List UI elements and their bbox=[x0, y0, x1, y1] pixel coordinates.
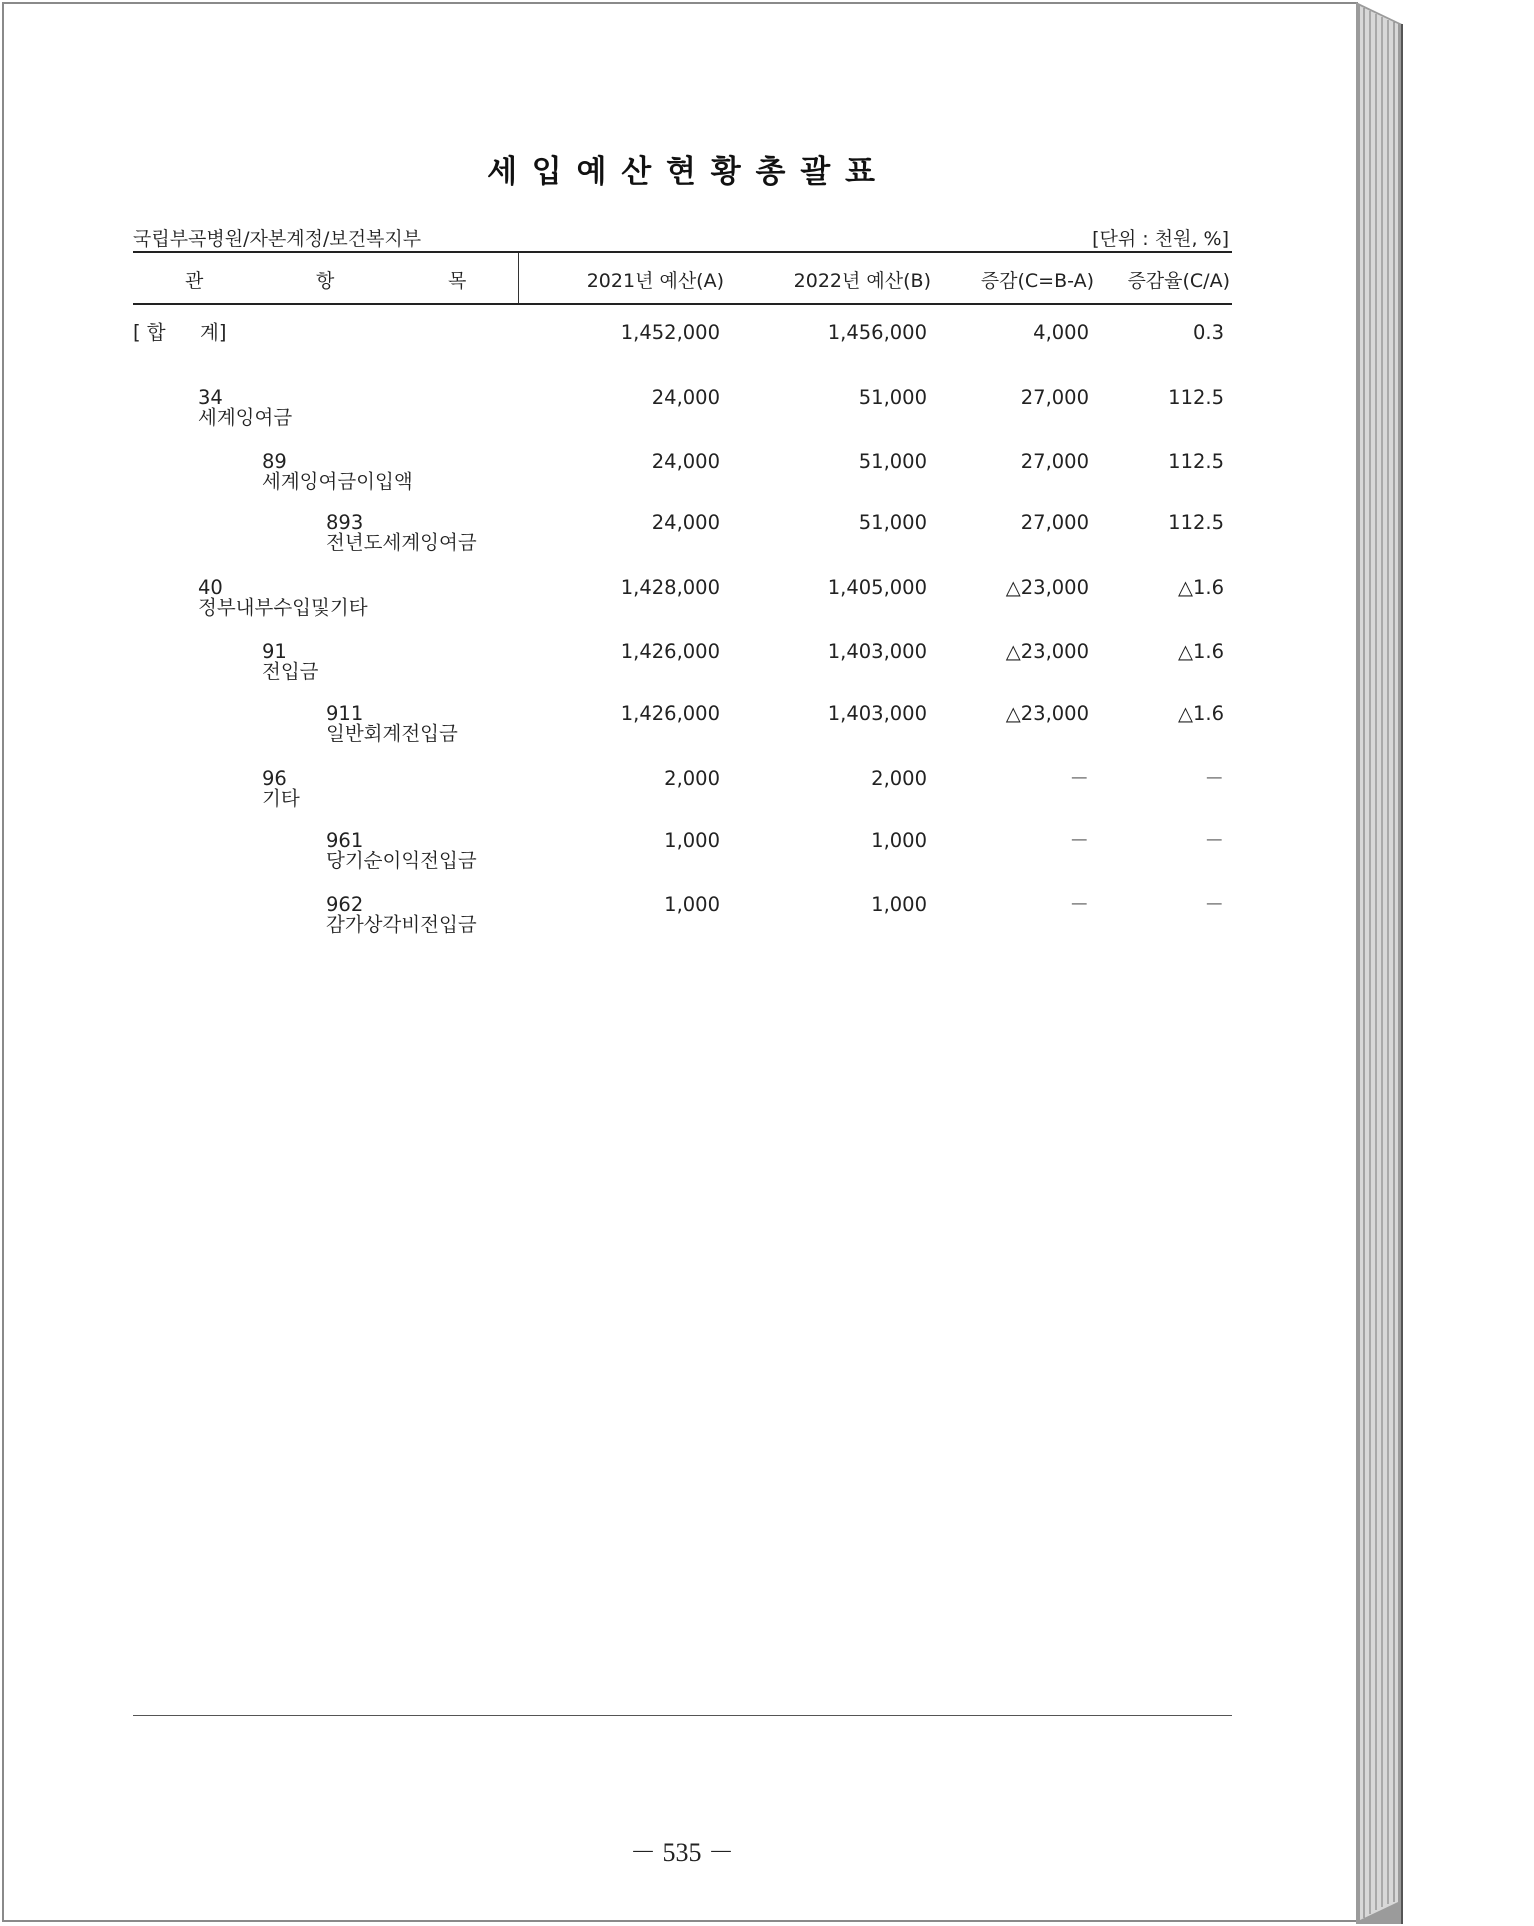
row-code: 96 bbox=[262, 767, 287, 790]
row-change: － bbox=[1069, 767, 1089, 790]
row-budget-2021: 24,000 bbox=[651, 386, 720, 409]
row-change: 27,000 bbox=[1020, 511, 1089, 534]
page-stack-edges bbox=[1356, 2, 1408, 1924]
row-change: － bbox=[1069, 829, 1089, 852]
row-change: △23,000 bbox=[1005, 576, 1089, 599]
row-budget-2022: 1,403,000 bbox=[827, 640, 927, 663]
row-name: 기타 bbox=[262, 787, 300, 810]
table-header-rule bbox=[133, 303, 1232, 305]
header-budget-2021: 2021년 예산(A) bbox=[586, 270, 724, 292]
row-change: 27,000 bbox=[1020, 450, 1089, 473]
row-change-rate: － bbox=[1204, 767, 1224, 790]
row-change-rate: △1.6 bbox=[1177, 702, 1224, 725]
header-change-rate: 증감율(C/A) bbox=[1127, 270, 1230, 292]
row-code: 911 bbox=[326, 702, 364, 725]
unit-label: [단위 : 천원, %] bbox=[1092, 228, 1229, 250]
header-change: 증감(C=B-A) bbox=[980, 270, 1094, 292]
total-change: 4,000 bbox=[1033, 321, 1089, 344]
row-budget-2022: 1,405,000 bbox=[827, 576, 927, 599]
row-change-rate: △1.6 bbox=[1177, 640, 1224, 663]
row-budget-2022: 1,000 bbox=[871, 829, 927, 852]
row-change: △23,000 bbox=[1005, 702, 1089, 725]
row-budget-2022: 2,000 bbox=[871, 767, 927, 790]
total-budget-2022: 1,456,000 bbox=[827, 321, 927, 344]
row-name: 일반회계전입금 bbox=[326, 722, 458, 745]
header-budget-2022: 2022년 예산(B) bbox=[793, 270, 931, 292]
row-code: 40 bbox=[198, 576, 223, 599]
row-change: － bbox=[1069, 893, 1089, 916]
row-budget-2022: 51,000 bbox=[858, 386, 927, 409]
header-gwan: 관 bbox=[185, 270, 204, 292]
row-name: 당기순이익전입금 bbox=[326, 849, 477, 872]
row-code: 961 bbox=[326, 829, 364, 852]
row-budget-2022: 51,000 bbox=[858, 511, 927, 534]
row-name: 감가상각비전입금 bbox=[326, 913, 477, 936]
header-mok: 목 bbox=[448, 270, 467, 292]
table-top-rule bbox=[133, 251, 1232, 253]
row-code: 91 bbox=[262, 640, 287, 663]
header-divider bbox=[518, 253, 519, 303]
row-change-rate: － bbox=[1204, 829, 1224, 852]
row-change-rate: － bbox=[1204, 893, 1224, 916]
row-budget-2021: 1,426,000 bbox=[620, 640, 720, 663]
row-change: △23,000 bbox=[1005, 640, 1089, 663]
row-change-rate: △1.6 bbox=[1177, 576, 1224, 599]
total-change-rate: 0.3 bbox=[1192, 321, 1224, 344]
row-budget-2021: 24,000 bbox=[651, 511, 720, 534]
total-label-left: [ 합 bbox=[133, 321, 166, 344]
row-name: 정부내부수입및기타 bbox=[198, 596, 368, 619]
row-name: 전입금 bbox=[262, 660, 319, 683]
page-number: － 535 － bbox=[629, 1838, 734, 1867]
row-budget-2022: 1,403,000 bbox=[827, 702, 927, 725]
row-budget-2022: 1,000 bbox=[871, 893, 927, 916]
row-change-rate: 112.5 bbox=[1168, 386, 1224, 409]
row-code: 893 bbox=[326, 511, 364, 534]
row-budget-2022: 51,000 bbox=[858, 450, 927, 473]
header-hang: 항 bbox=[316, 270, 335, 292]
footer-rule bbox=[133, 1715, 1232, 1716]
organization-label: 국립부곡병원/자본계정/보건복지부 bbox=[133, 228, 422, 250]
row-change-rate: 112.5 bbox=[1168, 511, 1224, 534]
row-budget-2021: 1,000 bbox=[664, 893, 720, 916]
row-budget-2021: 1,426,000 bbox=[620, 702, 720, 725]
row-budget-2021: 1,428,000 bbox=[620, 576, 720, 599]
row-name: 세계잉여금이입액 bbox=[262, 470, 413, 493]
row-name: 전년도세계잉여금 bbox=[326, 531, 477, 554]
row-code: 34 bbox=[198, 386, 223, 409]
row-code: 962 bbox=[326, 893, 364, 916]
document-page bbox=[2, 2, 1358, 1922]
row-change: 27,000 bbox=[1020, 386, 1089, 409]
total-budget-2021: 1,452,000 bbox=[620, 321, 720, 344]
row-budget-2021: 1,000 bbox=[664, 829, 720, 852]
row-name: 세계잉여금 bbox=[198, 406, 293, 429]
row-budget-2021: 24,000 bbox=[651, 450, 720, 473]
row-budget-2021: 2,000 bbox=[664, 767, 720, 790]
page-title: 세 입 예 산 현 황 총 괄 표 bbox=[487, 154, 877, 190]
row-change-rate: 112.5 bbox=[1168, 450, 1224, 473]
row-code: 89 bbox=[262, 450, 287, 473]
total-label-right: 계] bbox=[200, 321, 227, 344]
